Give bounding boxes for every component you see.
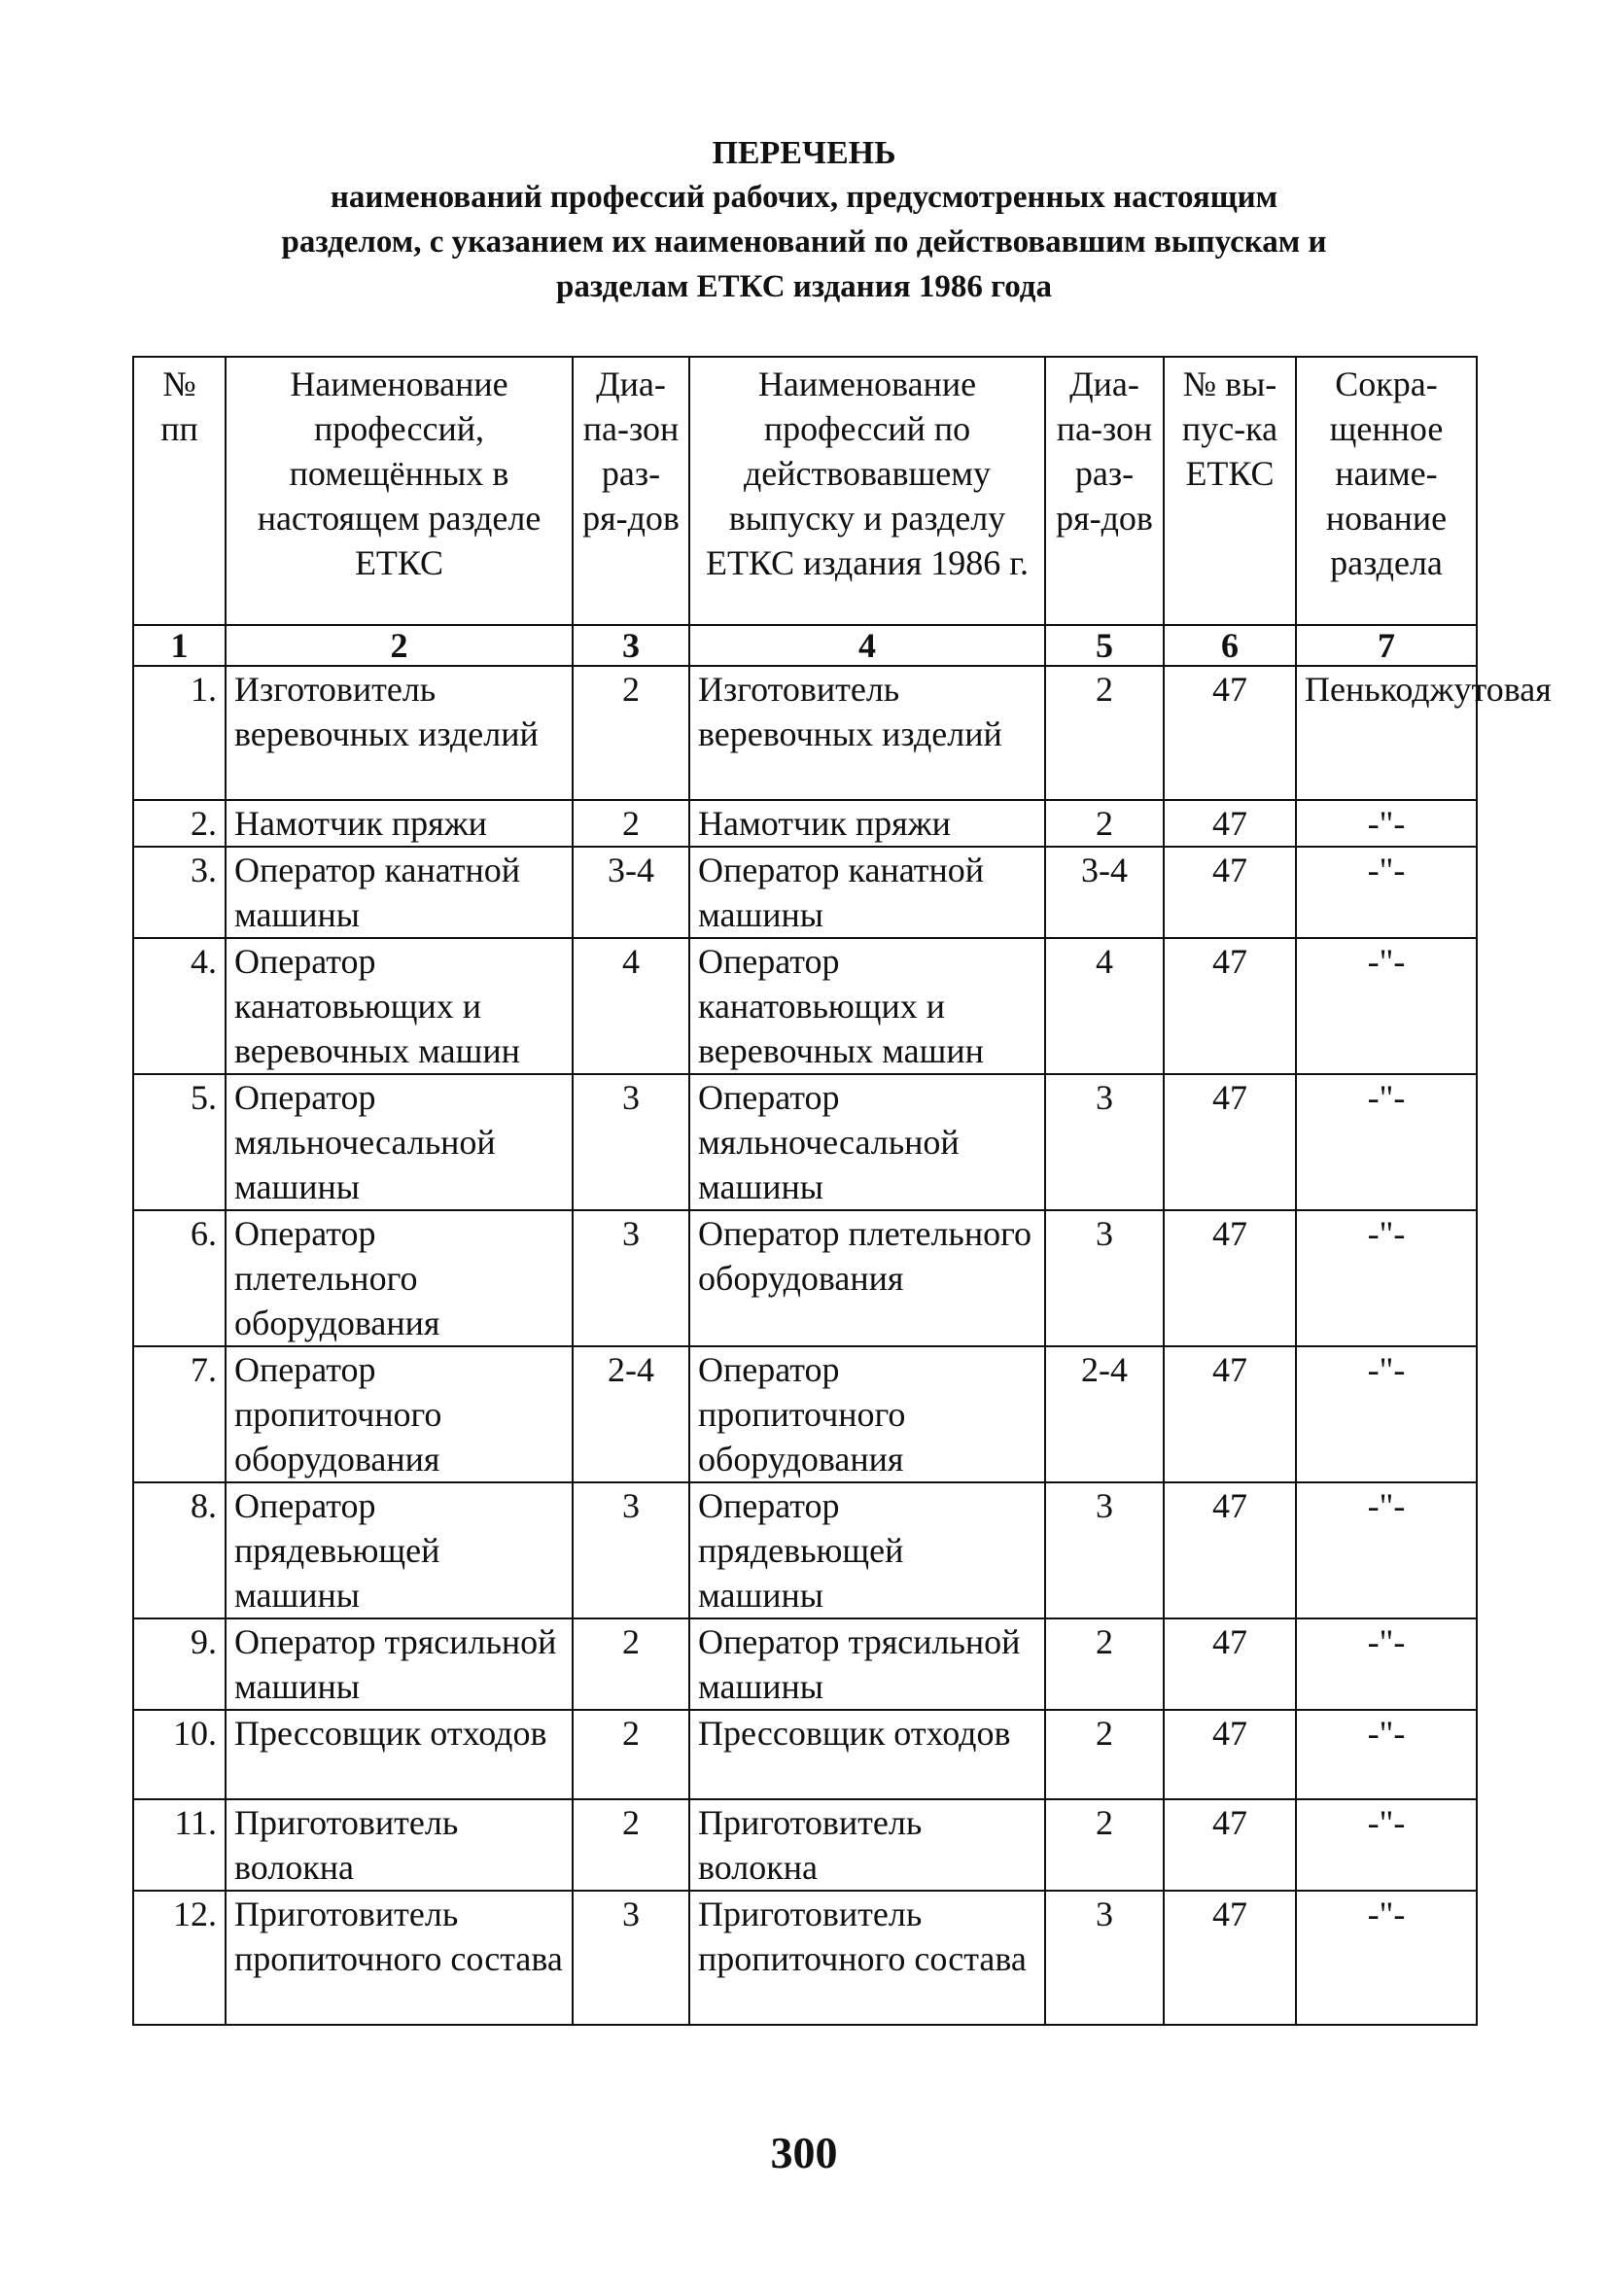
page-number: 300	[770, 2128, 838, 2177]
table-row	[133, 1482, 1477, 1618]
section-short-name-cell: -"-	[1296, 800, 1477, 847]
current-name-cell: Оператор плетельного оборудования	[226, 1210, 573, 1346]
current-range-cell: 3	[573, 1482, 689, 1618]
section-short-name-cell: Пенькоджутовая	[1296, 666, 1477, 800]
previous-name-cell: Оператор канатной машины	[689, 847, 1045, 938]
issue-number-cell: 47	[1164, 1799, 1296, 1891]
row-number-cell: 5.	[133, 1074, 226, 1210]
current-range-cell: 2-4	[573, 1346, 689, 1482]
column-number-cell: 3	[573, 625, 689, 666]
row-number-cell: 8.	[133, 1482, 226, 1618]
table-row	[133, 1799, 1477, 1891]
current-name-cell: Оператор трясильной машины	[226, 1618, 573, 1710]
previous-name-cell: Прессовщик отходов	[689, 1710, 1045, 1799]
title-line-3: разделам ЕТКС издания 1986 года	[556, 269, 1052, 304]
row-number-cell: 7.	[133, 1346, 226, 1482]
current-range-cell: 3	[573, 1891, 689, 2025]
current-name-cell: Оператор пропиточного оборудования	[226, 1346, 573, 1482]
current-name-cell: Оператор мяльночесальной машины	[226, 1074, 573, 1210]
previous-range-cell: 2	[1045, 666, 1164, 800]
current-range-cell: 2	[573, 1710, 689, 1799]
table-row	[133, 1618, 1477, 1710]
previous-range-cell: 2	[1045, 1799, 1164, 1891]
section-short-name-cell: -"-	[1296, 1074, 1477, 1210]
previous-range-cell: 2-4	[1045, 1346, 1164, 1482]
column-number-row	[133, 625, 1477, 666]
issue-number-cell: 47	[1164, 1891, 1296, 2025]
issue-number-cell: 47	[1164, 1618, 1296, 1710]
previous-name-cell: Оператор канатовьющих и веревочных машин	[689, 938, 1045, 1074]
row-number-cell: 9.	[133, 1618, 226, 1710]
previous-range-cell: 2	[1045, 1710, 1164, 1799]
current-range-cell: 2	[573, 1799, 689, 1891]
current-name-cell: Изготовитель веревочных изделий	[226, 666, 573, 800]
title-line-2: разделом, с указанием их наименований по действовавшим выпускам и	[281, 225, 1327, 260]
current-name-cell: Приготовитель пропиточного состава	[226, 1891, 573, 2025]
section-short-name-cell: -"-	[1296, 1482, 1477, 1618]
professions-table	[132, 356, 1552, 2026]
current-range-cell: 4	[573, 938, 689, 1074]
row-number-cell: 6.	[133, 1210, 226, 1346]
table-row	[133, 1074, 1477, 1210]
header-cell-previous-name: Наименование профессий по действовавшему выпуску и разделу ЕТКС издания 1986 г.	[689, 357, 1045, 625]
document-title	[0, 132, 1608, 309]
section-short-name-cell: -"-	[1296, 1891, 1477, 2025]
table-row	[133, 1710, 1477, 1799]
previous-name-cell: Оператор мяльночесальной машины	[689, 1074, 1045, 1210]
table-row	[133, 800, 1477, 847]
row-number-cell: 10.	[133, 1710, 226, 1799]
issue-number-cell: 47	[1164, 938, 1296, 1074]
column-number-cell: 7	[1296, 625, 1477, 666]
previous-name-cell: Приготовитель волокна	[689, 1799, 1045, 1891]
previous-name-cell: Приготовитель пропиточного состава	[689, 1891, 1045, 2025]
table-row	[133, 938, 1477, 1074]
previous-range-cell: 2	[1045, 1618, 1164, 1710]
current-range-cell: 2	[573, 1618, 689, 1710]
issue-number-cell: 47	[1164, 1074, 1296, 1210]
header-cell-number: № пп	[133, 357, 226, 625]
previous-name-cell: Оператор плетельного оборудования	[689, 1210, 1045, 1346]
row-number-cell: 11.	[133, 1799, 226, 1891]
current-name-cell: Оператор прядевьющей машины	[226, 1482, 573, 1618]
current-name-cell: Намотчик пряжи	[226, 800, 573, 847]
issue-number-cell: 47	[1164, 800, 1296, 847]
row-number-cell: 4.	[133, 938, 226, 1074]
current-range-cell: 2	[573, 666, 689, 800]
header-cell-issue-number: № вы-пус-ка ЕТКС	[1164, 357, 1296, 625]
header-cell-section-short-name: Сокра-щенное наиме-нование раздела	[1296, 357, 1477, 625]
column-number-cell: 6	[1164, 625, 1296, 666]
column-number-cell: 2	[226, 625, 573, 666]
previous-range-cell: 3	[1045, 1074, 1164, 1210]
section-short-name-cell: -"-	[1296, 1346, 1477, 1482]
title-line-1: наименований профессий рабочих, предусмотренных настоящим	[330, 180, 1278, 215]
issue-number-cell: 47	[1164, 1210, 1296, 1346]
row-number-cell: 3.	[133, 847, 226, 938]
issue-number-cell: 47	[1164, 1482, 1296, 1618]
previous-range-cell: 3-4	[1045, 847, 1164, 938]
section-short-name-cell: -"-	[1296, 938, 1477, 1074]
issue-number-cell: 47	[1164, 1710, 1296, 1799]
row-number-cell: 12.	[133, 1891, 226, 2025]
current-name-cell: Приготовитель волокна	[226, 1799, 573, 1891]
table-header-row	[133, 357, 1477, 625]
current-name-cell: Оператор канатной машины	[226, 847, 573, 938]
previous-name-cell: Изготовитель веревочных изделий	[689, 666, 1045, 800]
row-number-cell: 1.	[133, 666, 226, 800]
header-cell-current-range: Диа-па-зон раз-ря-дов	[573, 357, 689, 625]
column-number-cell: 5	[1045, 625, 1164, 666]
section-short-name-cell: -"-	[1296, 1710, 1477, 1799]
previous-name-cell: Оператор пропиточного оборудования	[689, 1346, 1045, 1482]
current-range-cell: 3-4	[573, 847, 689, 938]
current-name-cell: Прессовщик отходов	[226, 1710, 573, 1799]
issue-number-cell: 47	[1164, 666, 1296, 800]
row-number-cell: 2.	[133, 800, 226, 847]
table-row	[133, 847, 1477, 938]
previous-name-cell: Намотчик пряжи	[689, 800, 1045, 847]
previous-name-cell: Оператор трясильной машины	[689, 1618, 1045, 1710]
issue-number-cell: 47	[1164, 1346, 1296, 1482]
current-range-cell: 3	[573, 1074, 689, 1210]
previous-range-cell: 4	[1045, 938, 1164, 1074]
current-name-cell: Оператор канатовьющих и веревочных машин	[226, 938, 573, 1074]
header-cell-previous-range: Диа-па-зон раз-ря-дов	[1045, 357, 1164, 625]
previous-range-cell: 3	[1045, 1482, 1164, 1618]
current-range-cell: 2	[573, 800, 689, 847]
previous-range-cell: 3	[1045, 1891, 1164, 2025]
issue-number-cell: 47	[1164, 847, 1296, 938]
title-main: ПЕРЕЧЕНЬ	[712, 135, 896, 171]
table-row	[133, 666, 1477, 800]
table-row	[133, 1210, 1477, 1346]
table-row	[133, 1891, 1477, 2025]
previous-name-cell: Оператор прядевьющей машины	[689, 1482, 1045, 1618]
previous-range-cell: 3	[1045, 1210, 1164, 1346]
section-short-name-cell: -"-	[1296, 1210, 1477, 1346]
section-short-name-cell: -"-	[1296, 847, 1477, 938]
section-short-name-cell: -"-	[1296, 1799, 1477, 1891]
table-row	[133, 1346, 1477, 1482]
column-number-cell: 1	[133, 625, 226, 666]
section-short-name-cell: -"-	[1296, 1618, 1477, 1710]
previous-range-cell: 2	[1045, 800, 1164, 847]
header-cell-current-name: Наименование профессий, помещённых в настоящем разделе ЕТКС	[226, 357, 573, 625]
current-range-cell: 3	[573, 1210, 689, 1346]
column-number-cell: 4	[689, 625, 1045, 666]
